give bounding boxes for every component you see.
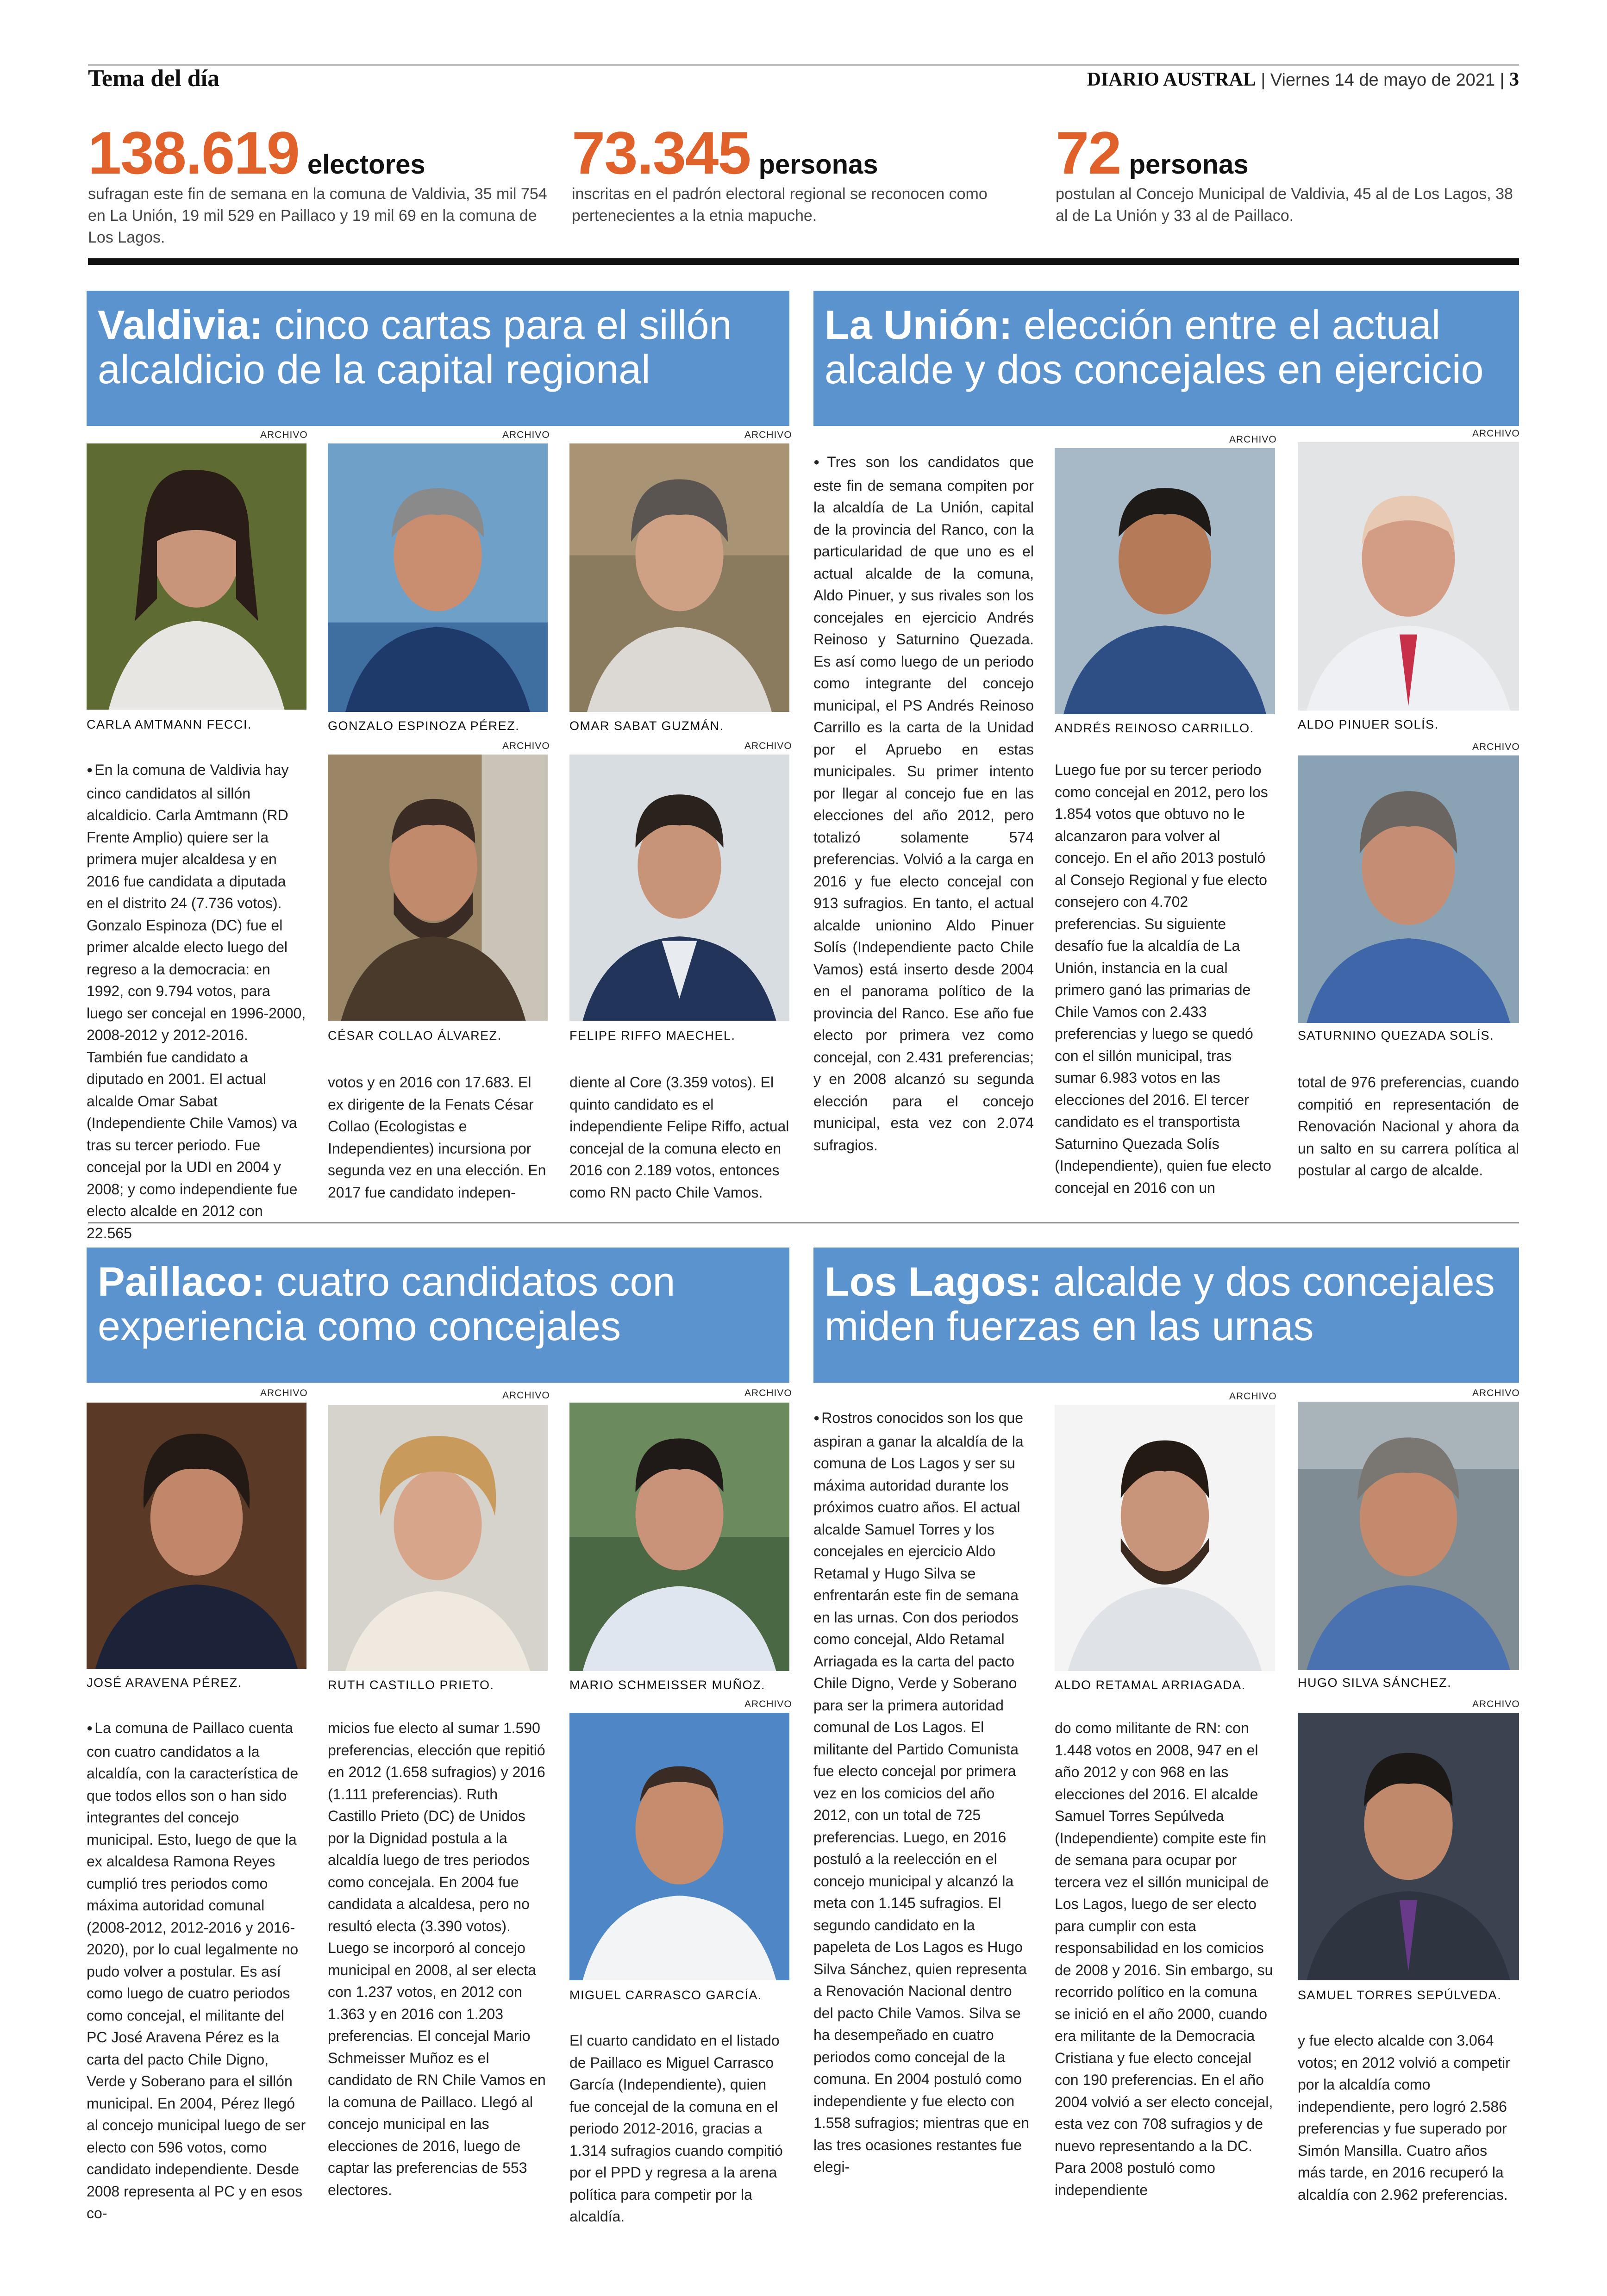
archivo-tag: ARCHIVO	[1472, 428, 1520, 439]
loslagos-text-col3	[1298, 2030, 1519, 2206]
archivo-tag: ARCHIVO	[744, 1699, 792, 1710]
header-meta	[1087, 69, 1519, 91]
caption: ALDO RETAMAL ARRIAGADA.	[1055, 1678, 1246, 1692]
stat-desc: sufragan este fin de semana en la comuna de Valdivia, 35 mil 754 en La Unión, 19 mil 529 en Paillaco y 19 mil 69 en la comuna de Los Lagos.	[88, 185, 547, 246]
stat-unit: electores	[307, 150, 425, 180]
article-text: ● Rostros conocidos son los que aspiran a ganar la alcaldía de la comuna de Los Lagos y ser su máxima autoridad durante los próximos cuatro años. El actual alcalde Samuel Torres y los concejales en ejercicio Aldo Retamal y Hugo Silva se enfrentarán este fin de semana en las urnas. Con dos periodos como concejal, Aldo Retamal Arriagada es la carta del pacto Chile Digno, Verde y Soberano para ser la primera autoridad comunal de Los Lagos. El militante del Partido Comunista fue electo concejal por primera vez en los comicios del año 2012, con un total de 725 preferencias. Luego, en 2016 postuló a la reelección en el concejo municipal y alcanzó la meta con 1.145 sufragios. El segundo candidato en la papeleta de Los Lagos es Hugo Silva Sánchez, quien representa a Renovación Nacional dentro del pacto Chile Vamos. Silva se ha desempeñado en cuatro periodos como concejal de la comuna. En 2004 postuló como independiente y fue electo con 1.558 sufragios; mientras que en las tres ocasiones restantes fue elegi-	[813, 1407, 1034, 2178]
launion-text-col3	[1298, 1072, 1519, 1182]
page-number: 3	[1509, 69, 1519, 90]
loslagos-text-col1	[813, 1407, 1034, 2178]
archivo-tag: ARCHIVO	[1472, 1699, 1520, 1710]
archivo-tag: ARCHIVO	[744, 430, 792, 440]
stat-unit: personas	[758, 150, 878, 180]
article-text: ● Tres son los candidatos que este fin de semana compiten por la alcaldía de La Unión, capital de la provincia del Ranco, con la particularidad de que uno es el actual alcalde de la comuna, Aldo Pinuer, y sus rivales son los concejales en ejercicio Andrés Reinoso y Saturnino Quezada. Es así como luego de un periodo como integrante del concejo municipal, el PS Andrés Reinoso Carrillo es la carta de la Unidad por el Apruebo en estas municipales. Su primer intento por llegar al concejo fue en las elecciones del año 2012, pero totalizó solamente 574 preferencias. Volvió a la carga en 2016 y fue electo concejal con 913 sufragios. En tanto, el actual alcalde unionino Aldo Pinuer Solís (Independiente pacto Chile Vamos) está inserto desde 2004 en el panorama político de la provincia del Ranco. Ese año fue electo por primera vez como concejal, con 2.431 preferencias; y en 2008 alcanzó su segunda elección para el concejo municipal, esta vez con 2.074 sufragios.	[813, 451, 1034, 1156]
stat-number: 73.345	[572, 119, 750, 187]
banner-title: elección entre el actual alcalde y dos concejales en ejercicio	[825, 302, 1484, 392]
article-text: micios fue electo al sumar 1.590 preferencias, elección que repitió en 2012 (1.658 sufragios) y 2016 (1.111 preferencias). Ruth Castillo Prieto (DC) de Unidos por la Dignidad postula a la alcaldía luego de tres periodos como concejala. En 2004 fue candidata a alcaldesa, pero no resultó electa (3.390 votos). Luego se incorporó al concejo municipal en 2008, al ser electa con 1.237 votos, en 2012 con 1.363 y en 2016 con 1.203 preferencias. El concejal Mario Schmeisser Muñoz es el candidato de RN Chile Vamos en la comuna de Paillaco. Llegó al concejo municipal en las elecciones de 2016, luego de captar las preferencias de 553 electores.	[328, 1720, 546, 2198]
section-divider	[88, 258, 1519, 265]
banner-title: alcalde y dos concejales miden fuerzas en las urnas	[825, 1259, 1495, 1349]
launion-text-col2	[1055, 759, 1275, 1199]
photo-ruth-castillo	[328, 1405, 548, 1671]
caption: SAMUEL TORRES SEPÚLVEDA.	[1298, 1988, 1502, 2002]
photo-mario-schmeisser	[569, 1403, 789, 1671]
article-text: Luego fue por su tercer periodo como concejal en 2012, pero los 1.854 votos que obtuvo no le alcanzaron para volver al concejo. En el año 2013 postuló al Consejo Regional y fue electo consejero con 4.702 preferencias. Su siguiente desafío fue la alcaldía de La Unión, instancia en la cual primero ganó las primarias de Chile Vamos con 2.433 preferencias y luego se quedó con el sillón municipal, tras sumar 6.983 votos en las elecciones del 2016. El tercer candidato es el transportista Saturnino Quezada Solís (Independiente), quien fue electo concejal en 2016 con un	[1055, 761, 1271, 1196]
archivo-tag: ARCHIVO	[744, 1388, 792, 1398]
archivo-tag: ARCHIVO	[1472, 742, 1520, 752]
section-title: Tema del día	[88, 65, 220, 92]
stat-number: 72	[1056, 119, 1121, 187]
banner-bold: La Unión:	[825, 302, 1013, 348]
valdivia-text-col2	[328, 1072, 548, 1204]
section-divider	[88, 1222, 1519, 1223]
article-text: diente al Core (3.359 votos). El quinto candidato es el independiente Felipe Riffo, actual concejal de la comuna electo en 2016 con 2.189 votos, entonces como RN pacto Chile Vamos.	[569, 1074, 789, 1201]
archivo-tag: ARCHIVO	[502, 741, 550, 751]
article-text: total de 976 preferencias, cuando compitió en representación de Renovación Nacional y ahora da un salto en su carrera política al postular al cargo de alcalde.	[1298, 1074, 1519, 1179]
caption: MIGUEL CARRASCO GARCÍA.	[569, 1988, 763, 2002]
banner-bold: Valdivia:	[98, 302, 263, 348]
paillaco-text-col1	[87, 1717, 306, 2225]
banner-title: cinco cartas para el sillón alcaldicio de la capital regional	[98, 302, 732, 392]
caption: ALDO PINUER SOLÍS.	[1298, 718, 1439, 731]
article-text: ● La comuna de Paillaco cuenta con cuatro candidatos a la alcaldía, con la característica de que todos ellos son o han sido integrantes del concejo municipal. Esto, luego de que la ex alcaldesa Ramona Reyes cumplió tres periodos como máxima autoridad comunal (2008-2012, 2012-2016 y 2016-2020), por lo cual legalmente no pudo volver a postular. Es así como luego de cuatro periodos como concejal, el militante del PC José Aravena Pérez es la carta del pacto Chile Digno, Verde y Soberano para el sillón municipal. En 2004, Pérez llegó al concejo municipal luego de ser electo con 596 votos, como candidato independiente. Desde 2008 representa al PC y en esos co-	[87, 1717, 306, 2225]
caption: HUGO SILVA SÁNCHEZ.	[1298, 1676, 1452, 1690]
photo-samuel-torres	[1298, 1713, 1519, 1980]
caption: RUTH CASTILLO PRIETO.	[328, 1678, 494, 1692]
paillaco-banner	[87, 1248, 789, 1383]
caption: OMAR SABAT GUZMÁN.	[569, 719, 724, 733]
caption: GONZALO ESPINOZA PÉREZ.	[328, 719, 520, 733]
photo-cesar-collao	[328, 755, 548, 1021]
banner-bold: Los Lagos:	[825, 1259, 1042, 1304]
archivo-tag: ARCHIVO	[1229, 1391, 1277, 1402]
archivo-tag: ARCHIVO	[260, 430, 308, 440]
archivo-tag: ARCHIVO	[260, 1388, 308, 1398]
archivo-tag: ARCHIVO	[744, 741, 792, 751]
stat-mapuche	[572, 119, 1044, 227]
photo-omar-sabat	[569, 443, 789, 712]
article-text: y fue electo alcalde con 3.064 votos; en 2012 volvió a competir por la alcaldía como independiente, pero logró 2.586 preferencias y fue superado por Simón Mansilla. Cuatro años más tarde, en 2016 recuperó la alcaldía con 2.962 preferencias.	[1298, 2032, 1510, 2203]
stat-desc: postulan al Concejo Municipal de Valdivia, 45 al de Los Lagos, 38 al de La Unión y 33 al de Paillaco.	[1056, 185, 1513, 225]
photo-carla-amtmann	[87, 443, 306, 710]
paillaco-text-col3	[569, 2030, 789, 2228]
stat-number: 138.619	[88, 119, 299, 187]
caption: SATURNINO QUEZADA SOLÍS.	[1298, 1029, 1494, 1042]
article-text: votos y en 2016 con 17.683. El ex dirigente de la Fenats César Collao (Ecologistas e Independientes) incursiona por segunda vez en una elección. En 2017 fue candidato indepen-	[328, 1074, 546, 1201]
photo-aldo-retamal	[1055, 1405, 1275, 1671]
caption: CARLA AMTMANN FECCI.	[87, 718, 252, 731]
banner-bold: Paillaco:	[98, 1259, 265, 1304]
photo-felipe-riffo	[569, 755, 789, 1021]
launion-text-col1	[813, 451, 1034, 1156]
archivo-tag: ARCHIVO	[502, 1390, 550, 1401]
banner-title: cuatro candidatos con experiencia como concejales	[98, 1259, 675, 1349]
stat-electores	[88, 119, 560, 249]
stat-concejo	[1056, 119, 1528, 227]
photo-hugo-silva	[1298, 1402, 1519, 1670]
caption: MARIO SCHMEISSER MUÑOZ.	[569, 1678, 766, 1692]
valdivia-banner	[87, 291, 789, 426]
valdivia-text-col1	[87, 759, 306, 1244]
loslagos-text-col2	[1055, 1717, 1275, 2201]
caption: JOSÉ ARAVENA PÉREZ.	[87, 1676, 242, 1690]
photo-saturnino-quezada	[1298, 755, 1519, 1023]
launion-banner	[813, 291, 1519, 426]
caption: CÉSAR COLLAO ÁLVAREZ.	[328, 1029, 502, 1042]
article-text: El cuarto candidato en el listado de Paillaco es Miguel Carrasco García (Independiente), quien fue concejal de la comuna en el periodo 2012-2016, gracias a 1.314 sufragios cuando compitió por el PPD y regresa a la arena política para competir por la alcaldía.	[569, 2032, 783, 2225]
photo-jose-aravena	[87, 1403, 306, 1669]
photo-miguel-carrasco	[569, 1713, 789, 1980]
photo-aldo-pinuer	[1298, 442, 1519, 711]
stat-unit: personas	[1129, 150, 1249, 180]
caption: ANDRÉS REINOSO CARRILLO.	[1055, 721, 1254, 735]
paper-name: DIARIO AUSTRAL	[1087, 69, 1256, 90]
issue-date: | Viernes 14 de mayo de 2021 |	[1261, 70, 1505, 90]
archivo-tag: ARCHIVO	[1229, 434, 1277, 445]
archivo-tag: ARCHIVO	[502, 430, 550, 440]
article-text: do como militante de RN: con 1.448 votos en 2008, 947 en el año 2012 y con 968 en las elecciones del 2016. El alcalde Samuel Torres Sepúlveda (Independiente) compite este fin de semana para ocupar por tercera vez el sillón municipal de Los Lagos, luego de ser electo para cumplir con esta responsabilidad en los comicios de 2008 y 2016. Sin embargo, su recorrido político en la comuna se inició en el año 2000, cuando era militante de la Democracia Cristiana y fue electo concejal con 190 preferencias. En el año 2004 volvió a ser electo concejal, esta vez con 708 sufragios y de nuevo representando a la DC. Para 2008 postuló como independiente	[1055, 1720, 1273, 2198]
article-text: ● En la comuna de Valdivia hay cinco candidatos al sillón alcaldicio. Carla Amtmann (RD Frente Amplio) quiere ser la primera mujer alcaldesa y en 2016 fue candidata a diputada en el distrito 24 (7.736 votos). Gonzalo Espinoza (DC) fue el primer alcalde electo luego del regreso a la democracia: en 1992, con 9.794 votos, para luego ser concejal en 1996-2000, 2008-2012 y 2012-2016. También fue candidato a diputado en 2001. El actual alcalde Omar Sabat (Independiente Chile Vamos) va tras su tercer periodo. Fue concejal por la UDI en 2004 y 2008; y como independiente fue electo alcalde en 2012 con 22.565	[87, 759, 306, 1244]
caption: FELIPE RIFFO MAECHEL.	[569, 1029, 736, 1042]
loslagos-banner	[813, 1248, 1519, 1383]
header-rule	[88, 64, 1519, 66]
valdivia-text-col3	[569, 1072, 789, 1204]
photo-gonzalo-espinoza	[328, 443, 548, 712]
paillaco-text-col2	[328, 1717, 548, 2201]
stat-desc: inscritas en el padrón electoral regional se reconocen como pertenecientes a la etnia mapuche.	[572, 185, 988, 225]
photo-andres-reinoso	[1055, 448, 1275, 714]
archivo-tag: ARCHIVO	[1472, 1388, 1520, 1398]
